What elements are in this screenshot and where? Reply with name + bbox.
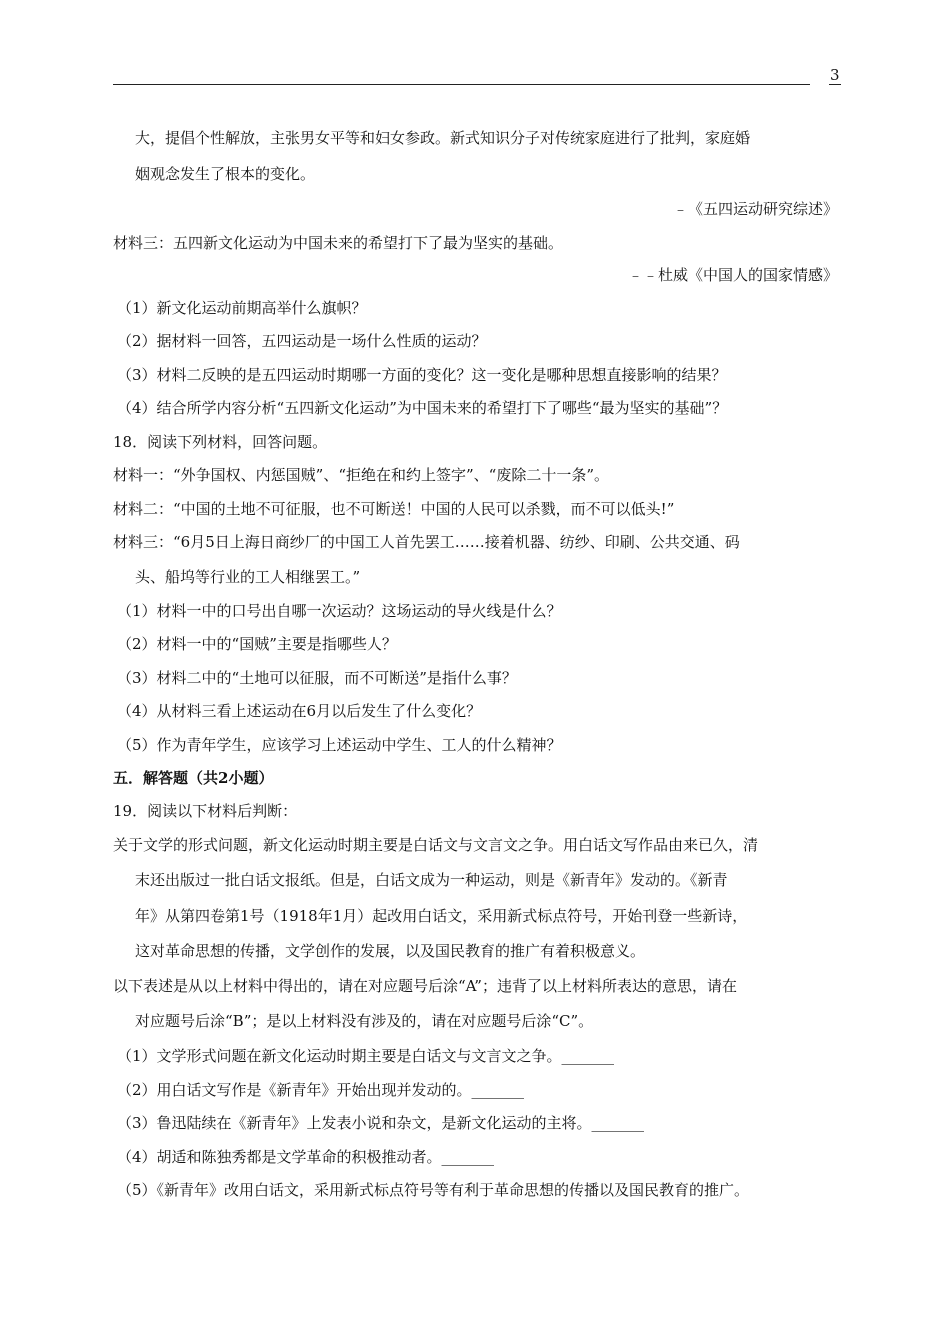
text-line: 大，提倡个性解放，主张男女平等和妇女参政。新式知识分子对传统家庭进行了批判，家庭婚	[135, 129, 751, 147]
material-text: 材料三：五四新文化运动为中国未来的希望打下了最为坚实的基础。	[113, 234, 564, 252]
source-citation: ﹣﹣杜威《中国人的国家情感》	[627, 266, 838, 284]
question-item: （2）用白话文写作是《新青年》开始出现并发动的。_______	[117, 1081, 525, 1099]
header-rule	[113, 84, 810, 85]
question-item: （3）材料二反映的是五四运动时期哪一方面的变化？这一变化是哪种思想直接影响的结果？	[117, 366, 727, 384]
material-text: 末还出版过一批白话文报纸。但是，白话文成为一种运动，则是《新青年》发动的。《新青	[135, 871, 728, 889]
text-line: 姻观念发生了根本的变化。	[135, 165, 316, 183]
material-text: 关于文学的形式问题，新文化运动时期主要是白话文与文言文之争。用白话文写作品由来已久，清	[113, 836, 759, 854]
question-item: （3）鲁迅陆续在《新青年》上发表小说和杂文，是新文化运动的主将。_______	[117, 1114, 645, 1132]
question-item: （1）文学形式问题在新文化运动时期主要是白话文与文言文之争。_______	[117, 1047, 615, 1065]
instruction-text: 以下表述是从以上材料中得出的，请在对应题号后涂“A”；违背了以上材料所表达的意思，请在	[113, 977, 737, 995]
question-item: （5）作为青年学生，应该学习上述运动中学生、工人的什么精神？	[117, 736, 562, 754]
question-item: （1）新文化运动前期高举什么旗帜？	[117, 299, 367, 317]
instruction-text: 对应题号后涂“B”；是以上材料没有涉及的，请在对应题号后涂“C”。	[135, 1012, 594, 1030]
question-item: （4）胡适和陈独秀都是文学革命的积极推动者。_______	[117, 1148, 495, 1166]
material-text: 年》从第四卷第1号（1918年1月）起改用白话文，采用新式标点符号，开始刊登一些新诗，	[135, 907, 748, 925]
question-title: 19．阅读以下材料后判断：	[113, 802, 298, 820]
question-item: （5）《新青年》改用白话文，采用新式标点符号等有利于革命思想的传播以及国民教育的推广。	[117, 1181, 750, 1199]
question-title: 18．阅读下列材料，回答问题。	[113, 433, 328, 451]
question-item: （4）从材料三看上述运动在6月以后发生了什么变化？	[117, 702, 482, 720]
question-item: （4）结合所学内容分析“五四新文化运动”为中国未来的希望打下了哪些“最为坚实的基础”？	[117, 399, 728, 417]
question-item: （2）据材料一回答，五四运动是一场什么性质的运动？	[117, 332, 487, 350]
question-item: （3）材料二中的“土地可以征服，而不可断送”是指什么事？	[117, 669, 517, 687]
material-text: 这对革命思想的传播，文学创作的发展，以及国民教育的推广有着积极意义。	[135, 942, 646, 960]
question-item: （1）材料一中的口号出自哪一次运动？这场运动的导火线是什么？	[117, 602, 562, 620]
material-text: 头、船坞等行业的工人相继罢工。”	[135, 568, 361, 586]
question-item: （2）材料一中的“国贼”主要是指哪些人？	[117, 635, 397, 653]
material-text: 材料二：“中国的土地不可征服，也不可断送！中国的人民可以杀戮，而不可以低头!”	[113, 500, 675, 518]
material-text: 材料三：“6月5日上海日商纱厂的中国工人首先罢工……接着机器、纺纱、印刷、公共交通、码	[113, 533, 740, 551]
page-number: 3	[830, 66, 840, 84]
section-heading: 五．解答题（共2小题）	[113, 769, 274, 787]
source-citation: ﹣《五四运动研究综述》	[672, 200, 838, 218]
material-text: 材料一：“外争国权、内惩国贼”、“拒绝在和约上签字”、“废除二十一条”。	[113, 466, 610, 484]
